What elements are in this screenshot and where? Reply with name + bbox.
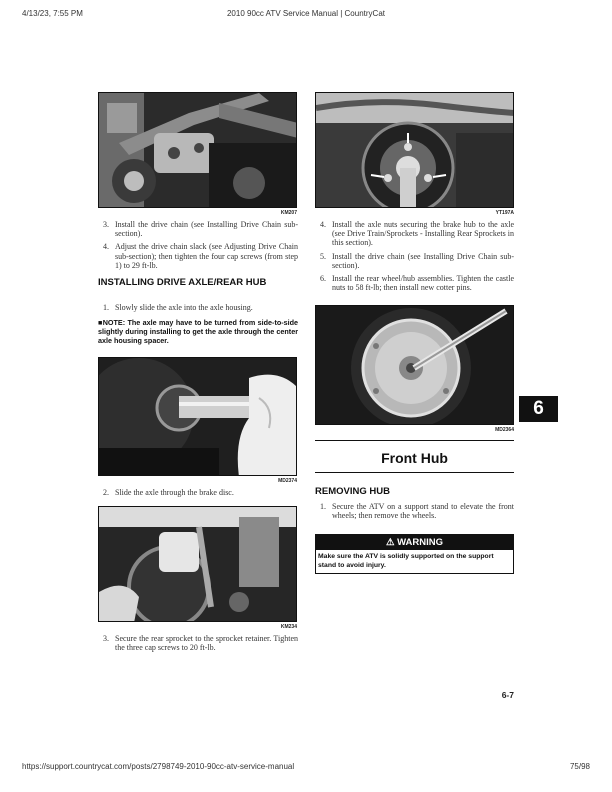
step-number: 4. [320, 220, 326, 229]
step-item [320, 252, 514, 270]
print-header [22, 9, 590, 21]
photo-code-md2374: MD2374 [278, 478, 297, 484]
right-steps-b [320, 502, 514, 524]
photo-wheel-hub-castle-nut-image [316, 306, 514, 425]
warning-title: ⚠ WARNING [316, 535, 513, 550]
step-item [103, 242, 298, 270]
warning-text: Make sure the ATV is solidly supported on the support stand to avoid injury. [318, 553, 494, 569]
chapter-tab: 6 [519, 396, 558, 422]
step-item [103, 220, 298, 238]
photo-sprocket-retainer [98, 506, 297, 622]
section-title-front-hub: Front Hub [381, 450, 448, 466]
step-item [320, 274, 514, 292]
photo-code-md2364: MD2364 [495, 427, 514, 433]
step-text: Adjust the drive chain slack (see Adjusting Drive Chain sub-section); then tighten the four cap screws (from step 1) to 29 ft-lb. [115, 242, 298, 270]
step-item [103, 303, 298, 312]
photo-rear-sprocket-nuts [315, 92, 514, 208]
step-text: Install the axle nuts securing the brake hub to the axle (see Drive Train/Sprockets - Installing Rear Sprockets in this section). [332, 220, 514, 248]
section-rule-top [315, 440, 514, 441]
step-number: 6. [320, 274, 326, 284]
step-text: Install the rear wheel/hub assemblies. Tighten the castle nuts to 58 ft-lb; then install new cotter pins. [332, 274, 514, 293]
step-number: 1. [103, 303, 109, 312]
page-number: 6-7 [501, 690, 514, 700]
step-number: 1. [320, 502, 326, 511]
step-text: Slide the axle through the brake disc. [115, 488, 234, 497]
left-steps-b [103, 303, 298, 316]
photo-code-yt197a: YT197A [495, 210, 514, 216]
right-steps-a [320, 220, 514, 296]
left-steps-d [103, 634, 298, 656]
print-footer [22, 762, 590, 774]
photo-drive-chain-caliper [98, 92, 297, 208]
print-title: 2010 90cc ATV Service Manual | CountryCat [226, 9, 385, 18]
photo-axle-into-housing-image [99, 358, 297, 476]
photo-code-km234: KM234 [280, 624, 297, 630]
step-item [320, 220, 514, 248]
print-page-count: 75/98 [569, 762, 590, 771]
step-item [320, 502, 514, 520]
print-datetime: 4/13/23, 7:55 PM [22, 9, 83, 18]
step-number: 4. [103, 242, 109, 252]
step-number: 3. [103, 220, 109, 229]
photo-code-km207: KM207 [280, 210, 297, 216]
photo-drive-chain-caliper-image [99, 93, 297, 208]
step-text: Install the drive chain (see Installing Drive Chain sub-section). [115, 220, 298, 239]
step-text: Slowly slide the axle into the axle housing. [115, 303, 253, 312]
heading-removing-hub: REMOVING HUB [315, 486, 390, 497]
step-text: Secure the ATV on a support stand to elevate the front wheels; then remove the wheels. [332, 502, 514, 521]
left-steps-c [103, 488, 298, 501]
section-rule-bottom [315, 472, 514, 473]
step-text: Install the drive chain (see Installing Drive Chain sub-section). [332, 251, 514, 270]
step-text: Secure the rear sprocket to the sprocket retainer. Tighten the three cap screws to 20 ft-lb. [115, 634, 298, 653]
photo-wheel-hub-castle-nut [315, 305, 514, 425]
print-url: https://support.countrycat.com/posts/2798749-2010-90cc-atv-service-manual [22, 762, 295, 771]
step-item [103, 488, 298, 497]
heading-installing-drive-axle: INSTALLING DRIVE AXLE/REAR HUB [98, 277, 267, 288]
step-number: 3. [103, 634, 109, 643]
photo-axle-into-housing [98, 357, 297, 476]
note-axle-turn: ■NOTE: The axle may have to be turned from side-to-side slightly during installing to get the axle through the center axle housing spacer. [98, 318, 298, 346]
step-number: 2. [103, 488, 109, 497]
photo-sprocket-retainer-image [99, 507, 297, 622]
left-steps-a [103, 220, 298, 274]
step-number: 5. [320, 251, 326, 261]
warning-box [315, 534, 514, 574]
step-item [103, 634, 298, 652]
photo-rear-sprocket-nuts-image [316, 93, 514, 208]
